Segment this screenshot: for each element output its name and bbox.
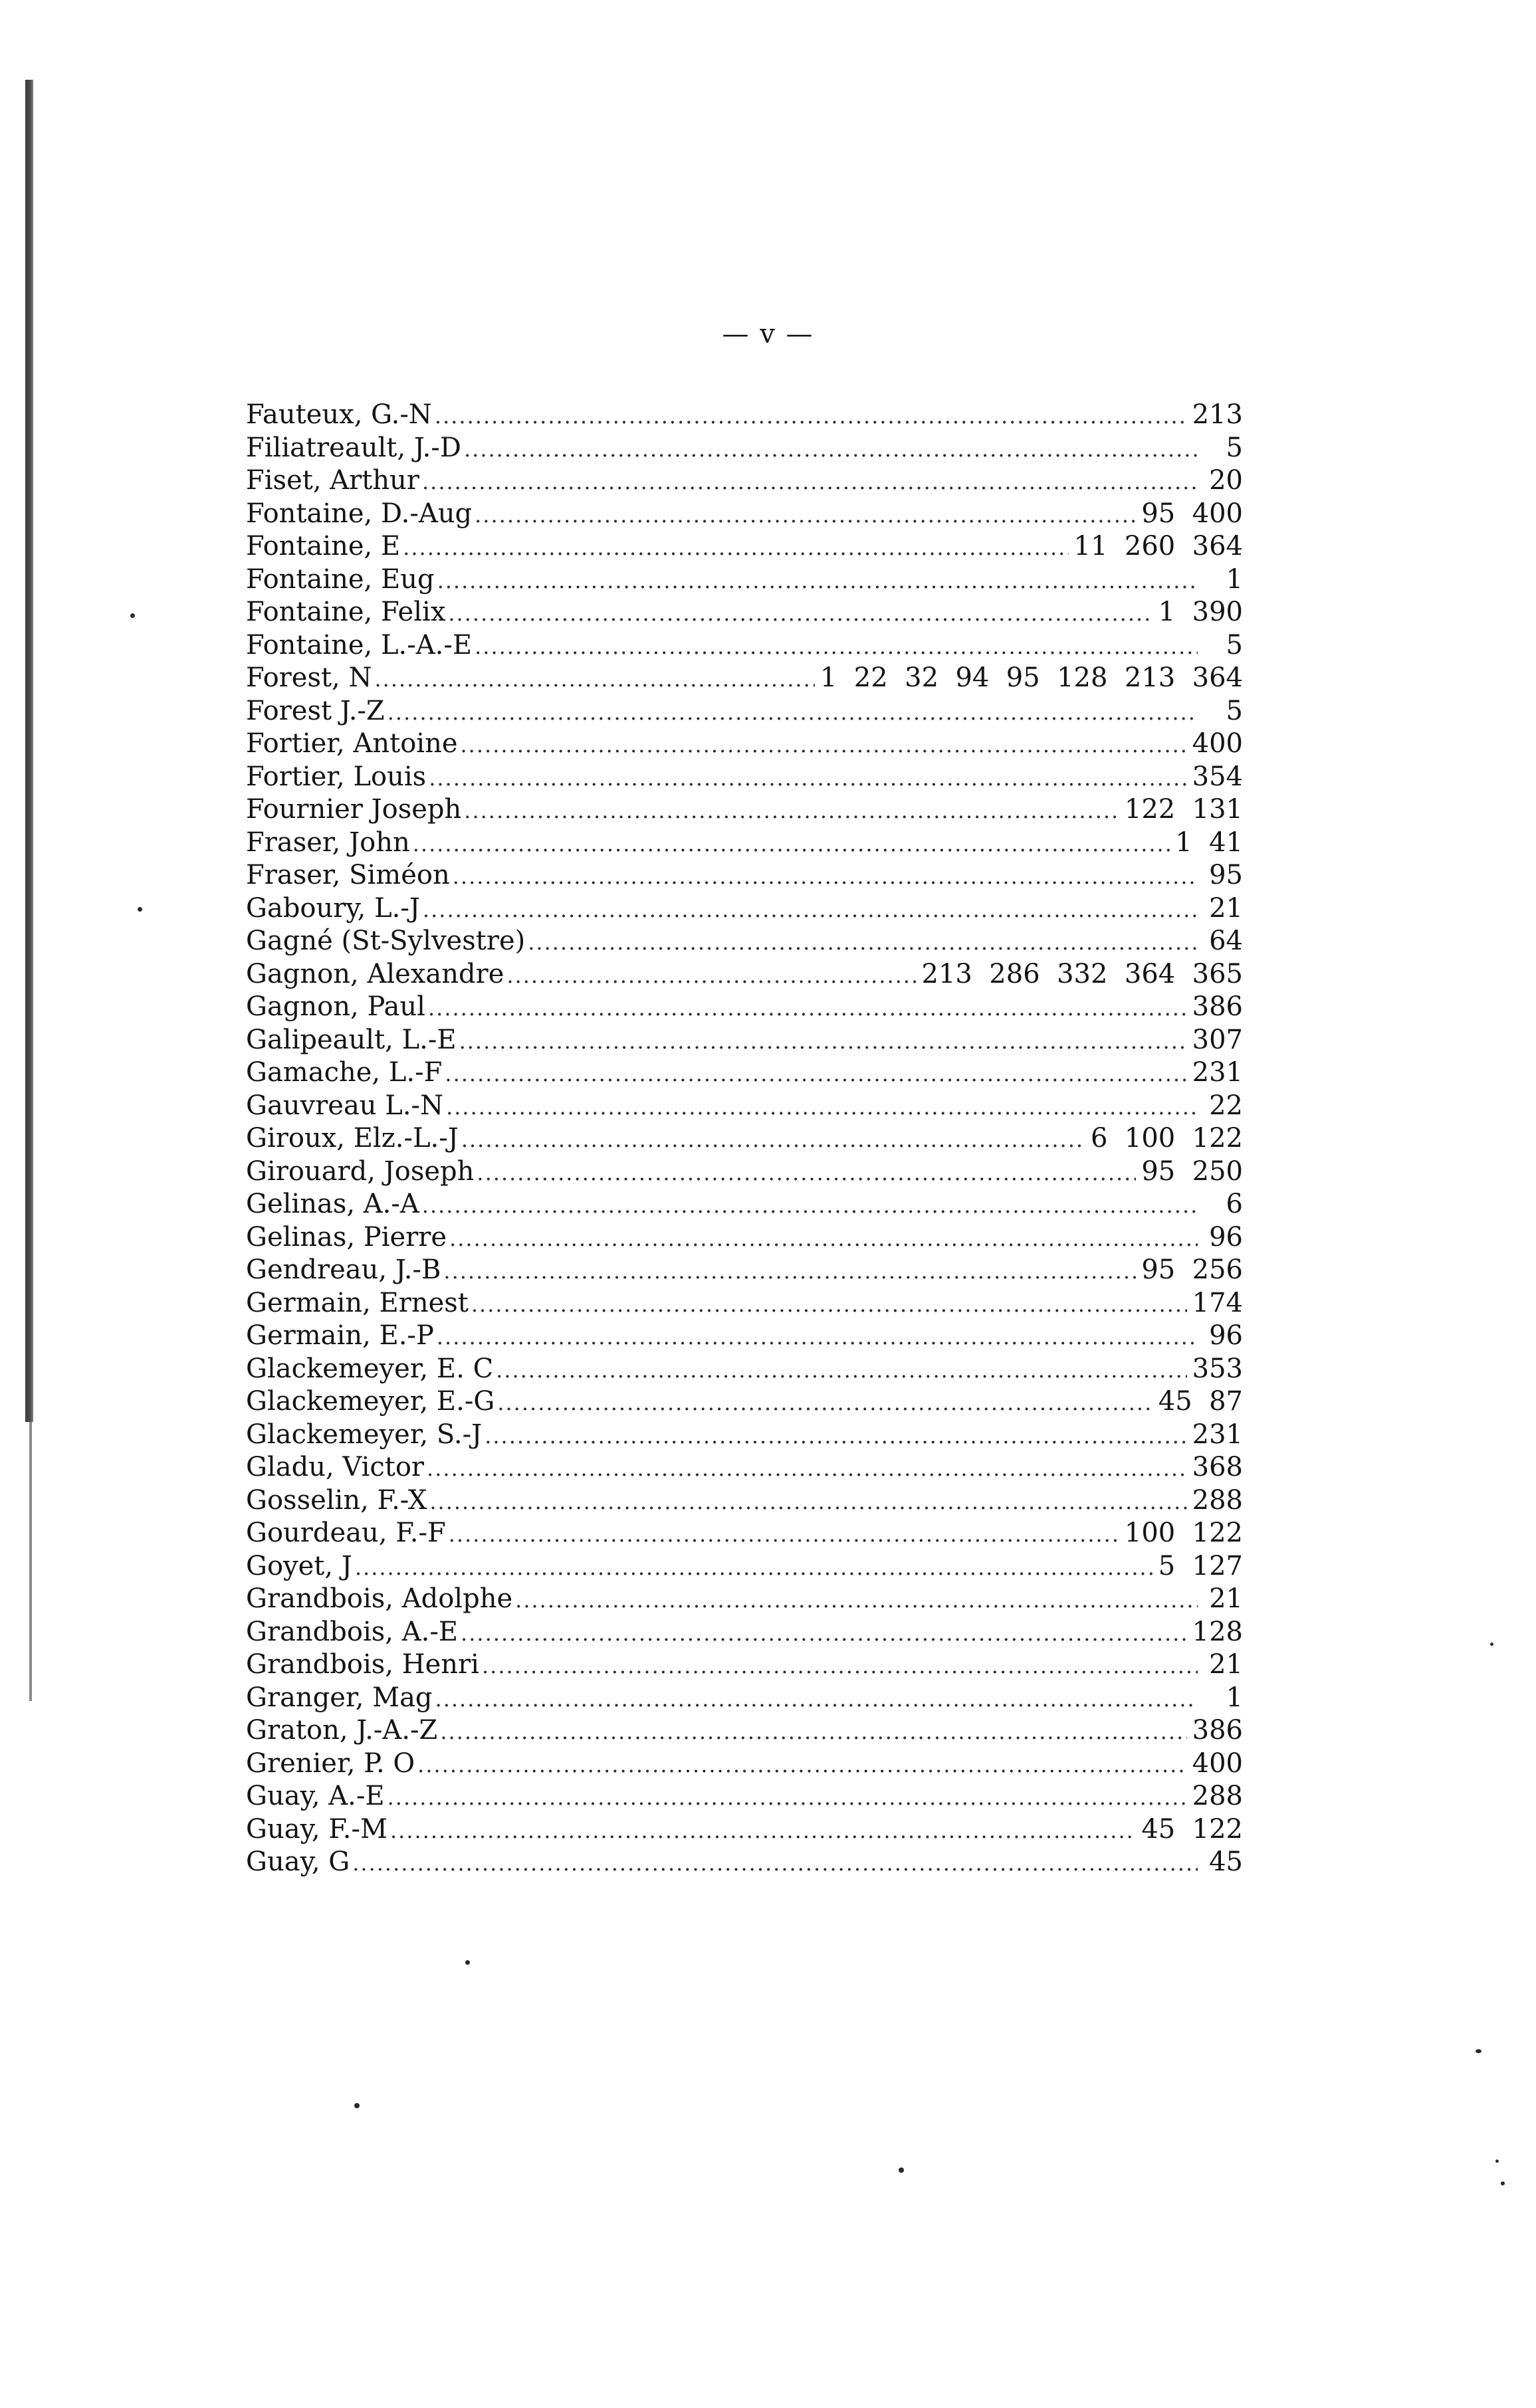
entry-pages: 5 127 — [1158, 1550, 1243, 1581]
entry-pages: 231 — [1192, 1057, 1243, 1088]
index-entry — [246, 1846, 1243, 1879]
leader-dots — [355, 1552, 1153, 1585]
leader-dots — [464, 795, 1119, 828]
entry-pages: 400 — [1192, 728, 1243, 759]
leader-dots — [449, 1223, 1198, 1256]
entry-pages: 1 390 — [1158, 597, 1243, 627]
index-entry — [246, 1451, 1243, 1484]
index-entry — [246, 596, 1243, 629]
leader-dots — [482, 1650, 1198, 1683]
entry-pages: 5 — [1226, 695, 1243, 726]
leader-dots — [445, 1058, 1186, 1091]
entry-pages: 368 — [1192, 1452, 1243, 1482]
scan-speck — [1495, 2159, 1499, 2163]
index-entry — [246, 530, 1243, 563]
leader-dots — [464, 433, 1198, 466]
entry-name: Fortier, Louis — [246, 761, 427, 792]
leader-dots — [435, 1683, 1198, 1716]
entry-name: Forest J.-Z — [246, 695, 385, 726]
index-entry — [246, 1287, 1243, 1320]
entry-pages: 11 260 364 — [1073, 531, 1243, 561]
leader-dots — [417, 1749, 1186, 1782]
entry-pages: 96 — [1209, 1320, 1243, 1351]
leader-dots — [427, 1453, 1187, 1486]
index-entry — [246, 925, 1243, 958]
leader-dots — [374, 663, 814, 696]
binding-edge-lower — [29, 1422, 32, 1701]
entry-pages: 353 — [1192, 1353, 1243, 1384]
index-entry — [246, 827, 1243, 860]
index-entry — [246, 1024, 1243, 1057]
entry-name: Guay, G — [246, 1847, 350, 1877]
entry-pages: 22 — [1209, 1090, 1243, 1121]
entry-pages: 21 — [1209, 1649, 1243, 1680]
leader-dots — [446, 1091, 1198, 1124]
index-entry — [246, 1188, 1243, 1221]
entry-pages: 95 250 — [1141, 1155, 1243, 1187]
entry-pages: 213 — [1192, 399, 1243, 430]
leader-dots — [453, 860, 1198, 894]
entry-name: Fontaine, L.-A.-E — [246, 629, 473, 660]
index-entry — [246, 695, 1243, 728]
index-entry — [246, 1484, 1243, 1518]
leader-dots — [403, 532, 1068, 565]
index-entry — [246, 1714, 1243, 1748]
entry-pages: 100 122 — [1124, 1518, 1243, 1548]
index-entry — [246, 464, 1243, 498]
entry-name: Granger, Mag — [246, 1682, 433, 1713]
entry-name: Gaboury, L.-J — [246, 892, 420, 924]
index-entry — [246, 1780, 1243, 1813]
entry-name: Gauvreau L.-N — [246, 1090, 444, 1121]
entry-name: Goyet, J — [246, 1550, 352, 1581]
index-entry — [246, 1385, 1243, 1419]
index-entry — [246, 1682, 1243, 1715]
entry-pages: 64 — [1209, 926, 1243, 956]
entry-name: Gelinas, Pierre — [246, 1221, 447, 1253]
leader-dots — [448, 597, 1152, 631]
entry-name: Guay, A.-E — [246, 1781, 385, 1811]
leader-dots — [485, 1420, 1186, 1453]
binding-edge — [25, 80, 33, 1422]
leader-dots — [496, 1354, 1186, 1387]
index-entry — [246, 1748, 1243, 1781]
leader-dots — [352, 1847, 1198, 1880]
entry-pages: 95 400 — [1141, 498, 1243, 529]
index-entry — [246, 761, 1243, 794]
leader-dots — [428, 992, 1187, 1025]
entry-pages: 386 — [1192, 991, 1243, 1022]
index-entry — [246, 1813, 1243, 1847]
index-entry — [246, 1221, 1243, 1254]
entry-pages: 6 100 122 — [1090, 1123, 1243, 1154]
entry-pages: 1 41 — [1175, 827, 1243, 858]
entry-pages: 174 — [1192, 1287, 1243, 1318]
entry-name: Gendreau, J.-B — [246, 1254, 441, 1285]
entry-pages: 5 — [1226, 629, 1243, 660]
entry-name: Graton, J.-A.-Z — [246, 1715, 438, 1746]
entry-name: Gagnon, Paul — [246, 991, 425, 1022]
index-entry — [246, 1090, 1243, 1123]
entry-name: Fraser, John — [246, 827, 410, 858]
entry-name: Fiset, Arthur — [246, 465, 419, 496]
entry-name: Gelinas, A.-A — [246, 1189, 419, 1219]
scan-speck — [1501, 2181, 1505, 2185]
entry-pages: 213 286 332 364 365 — [921, 958, 1243, 989]
entry-name: Fortier, Antoine — [246, 728, 458, 759]
entry-name: Filiatreault, J.-D — [246, 432, 461, 463]
entry-pages: 400 — [1192, 1748, 1243, 1779]
index-entry — [246, 1649, 1243, 1682]
leader-dots — [477, 1157, 1136, 1190]
entry-pages: 288 — [1192, 1484, 1243, 1516]
leader-dots — [387, 1781, 1187, 1815]
scan-speck — [354, 2103, 360, 2108]
entry-name: Fraser, Siméon — [246, 860, 450, 890]
entry-pages: 45 — [1209, 1847, 1243, 1877]
leader-dots — [422, 466, 1198, 499]
entry-name: Gladu, Victor — [246, 1452, 425, 1482]
leader-dots — [423, 894, 1198, 927]
entry-name: Fontaine, Eug — [246, 563, 435, 595]
entry-pages: 307 — [1192, 1024, 1243, 1055]
entry-name: Germain, E.-P — [246, 1320, 434, 1351]
leader-dots — [528, 926, 1198, 959]
entry-name: Germain, Ernest — [246, 1287, 469, 1318]
leader-dots — [461, 1617, 1187, 1651]
entry-name: Fournier Joseph — [246, 794, 462, 825]
entry-name: Gamache, L.-F — [246, 1057, 443, 1088]
entry-pages: 45 87 — [1158, 1386, 1243, 1417]
leader-dots — [435, 400, 1187, 433]
entry-pages: 21 — [1209, 1583, 1243, 1614]
entry-name: Girouard, Joseph — [246, 1155, 475, 1187]
index-entry — [246, 892, 1243, 926]
entry-name: Fontaine, Felix — [246, 597, 446, 627]
leader-dots — [475, 499, 1136, 532]
entry-pages: 95 256 — [1141, 1254, 1243, 1285]
entry-name: Grenier, P. O — [246, 1748, 415, 1779]
leader-dots — [443, 1255, 1136, 1288]
scan-speck — [899, 2167, 904, 2173]
entry-name: Gosselin, F.-X — [246, 1484, 427, 1516]
index-entry — [246, 793, 1243, 827]
index-entry — [246, 1583, 1243, 1616]
index-entry — [246, 399, 1243, 432]
entry-pages: 128 — [1192, 1616, 1243, 1647]
name-index — [246, 399, 1243, 1879]
leader-dots — [429, 1486, 1186, 1519]
index-entry — [246, 958, 1243, 991]
leader-dots — [475, 631, 1198, 664]
leader-dots — [387, 696, 1198, 730]
index-entry — [246, 432, 1243, 465]
index-entry — [246, 662, 1243, 695]
entry-pages: 122 131 — [1124, 794, 1243, 825]
index-entry — [246, 1353, 1243, 1386]
index-entry — [246, 1550, 1243, 1583]
scan-speck — [1490, 1643, 1493, 1646]
entry-name: Fontaine, D.-Aug — [246, 498, 473, 529]
index-entry — [246, 498, 1243, 531]
entry-pages: 231 — [1192, 1419, 1243, 1450]
index-entry — [246, 728, 1243, 761]
leader-dots — [459, 1025, 1187, 1058]
page-number: — v — — [722, 319, 814, 350]
leader-dots — [413, 828, 1170, 861]
entry-pages: 1 — [1226, 1682, 1243, 1713]
leader-dots — [449, 1518, 1119, 1552]
entry-name: Gourdeau, F.-F — [246, 1518, 446, 1548]
entry-name: Fauteux, G.-N — [246, 399, 432, 430]
scan-speck — [465, 1960, 470, 1965]
index-entry — [246, 991, 1243, 1024]
leader-dots — [437, 1321, 1198, 1354]
index-entry — [246, 629, 1243, 662]
entry-pages: 1 22 32 94 95 128 213 364 — [820, 662, 1243, 693]
entry-name: Forest, N — [246, 662, 372, 693]
entry-name: Guay, F.-M — [246, 1813, 387, 1845]
index-entry — [246, 1254, 1243, 1287]
leader-dots — [471, 1288, 1187, 1322]
leader-dots — [437, 565, 1198, 598]
leader-dots — [390, 1815, 1136, 1848]
entry-pages: 288 — [1192, 1781, 1243, 1811]
leader-dots — [429, 762, 1186, 795]
leader-dots — [440, 1716, 1186, 1749]
leader-dots — [422, 1189, 1198, 1223]
entry-name: Fontaine, E — [246, 531, 401, 561]
entry-pages: 5 — [1226, 432, 1243, 463]
leader-dots — [497, 1387, 1152, 1420]
entry-pages: 20 — [1209, 465, 1243, 496]
entry-pages: 96 — [1209, 1221, 1243, 1253]
entry-pages: 95 — [1209, 860, 1243, 890]
entry-pages: 21 — [1209, 892, 1243, 924]
entry-name: Giroux, Elz.-L.-J — [246, 1123, 459, 1154]
entry-pages: 386 — [1192, 1715, 1243, 1746]
entry-name: Grandbois, Adolphe — [246, 1583, 513, 1614]
leader-dots — [506, 959, 916, 993]
index-entry — [246, 1419, 1243, 1452]
leader-dots — [461, 729, 1187, 762]
index-entry — [246, 563, 1243, 597]
entry-name: Grandbois, A.-E — [246, 1616, 459, 1647]
entry-pages: 6 — [1226, 1189, 1243, 1219]
scan-speck — [138, 907, 142, 912]
entry-pages: 354 — [1192, 761, 1243, 792]
leader-dots — [461, 1124, 1085, 1157]
index-entry — [246, 1155, 1243, 1189]
entry-pages: 1 — [1226, 563, 1243, 595]
index-entry — [246, 1056, 1243, 1090]
entry-name: Glackemeyer, E.-G — [246, 1386, 495, 1417]
index-entry — [246, 1616, 1243, 1649]
entry-name: Galipeault, L.-E — [246, 1024, 457, 1055]
index-entry — [246, 859, 1243, 892]
index-entry — [246, 1122, 1243, 1155]
entry-name: Grandbois, Henri — [246, 1649, 479, 1680]
entry-name: Gagnon, Alexandre — [246, 958, 504, 989]
leader-dots — [515, 1584, 1198, 1617]
scan-speck — [130, 613, 135, 618]
scan-speck — [1476, 2049, 1481, 2053]
index-entry — [246, 1320, 1243, 1353]
entry-name: Gagné (St-Sylvestre) — [246, 926, 526, 956]
index-entry — [246, 1517, 1243, 1550]
entry-name: Glackemeyer, E. C — [246, 1353, 494, 1384]
entry-pages: 45 122 — [1141, 1813, 1243, 1845]
entry-name: Glackemeyer, S.-J — [246, 1419, 483, 1450]
